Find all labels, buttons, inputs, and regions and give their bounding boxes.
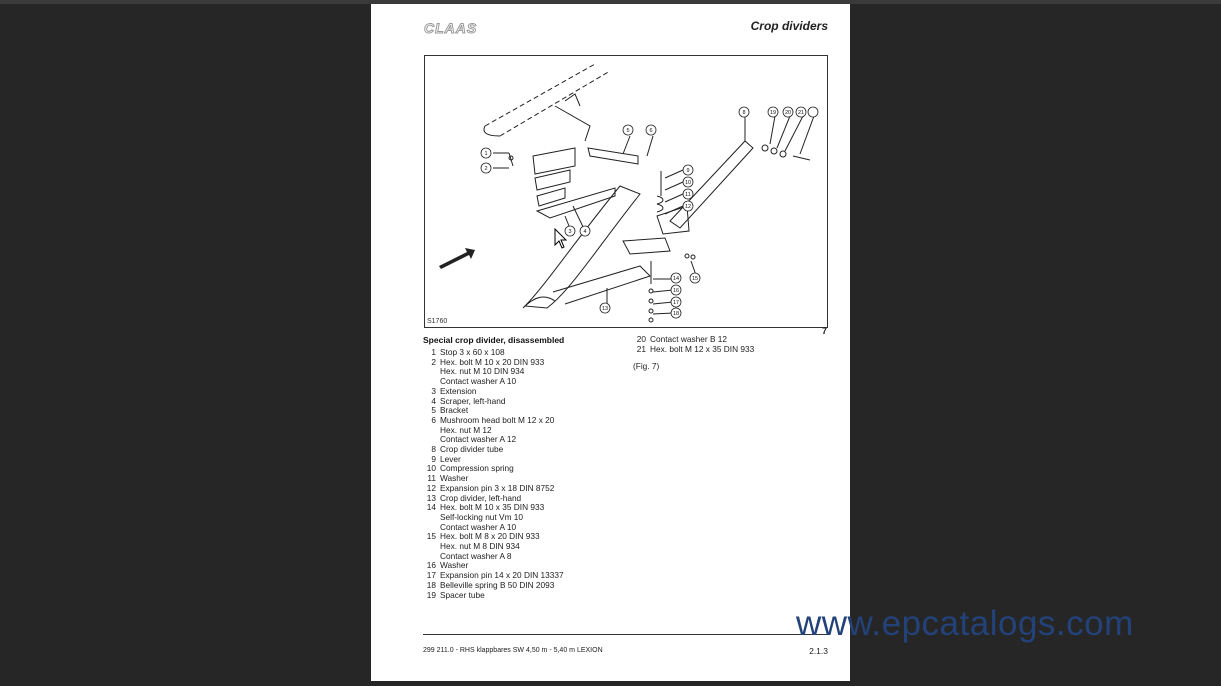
callout-label: 12 xyxy=(684,204,692,210)
part-description: Extension xyxy=(440,385,477,396)
part-description: Crop divider tube xyxy=(440,444,504,455)
part-number: 10 xyxy=(426,463,436,474)
callout-label: 16 xyxy=(672,288,680,294)
callout-label: 3 xyxy=(568,229,572,235)
callout-label: 17 xyxy=(672,300,680,306)
figure-code: S1760 xyxy=(427,318,448,325)
part-description: Contact washer A 8 xyxy=(440,550,512,561)
brand-logo: CLAAS xyxy=(424,20,478,36)
footer-divider xyxy=(423,634,828,635)
callout-label: 2 xyxy=(484,166,488,172)
part-number: 18 xyxy=(426,579,436,590)
part-description: Scraper, left-hand xyxy=(440,395,506,406)
callout-label: 20 xyxy=(784,110,792,116)
part-description: Hex. nut M 12 xyxy=(440,424,492,435)
figure-number: 7 xyxy=(821,326,827,336)
callout-label: 11 xyxy=(685,192,691,198)
part-number: 21 xyxy=(636,343,646,354)
part-description: Hex. nut M 8 DIN 934 xyxy=(440,541,520,552)
part-description: Hex. bolt M 12 x 35 DIN 933 xyxy=(650,343,755,354)
part-number: 2 xyxy=(431,356,436,367)
part-description: Contact washer A 10 xyxy=(440,376,517,387)
part-number: 8 xyxy=(431,444,436,455)
section-title: Crop dividers xyxy=(750,19,828,33)
part-number xyxy=(423,426,436,436)
callout-label: 6 xyxy=(649,128,653,134)
part-number xyxy=(423,513,436,523)
part-description: Crop divider, left-hand xyxy=(440,492,522,503)
callout-label: 1 xyxy=(484,151,488,157)
part-number: 16 xyxy=(426,560,436,571)
mouse-cursor-icon xyxy=(554,228,568,250)
part-description: Lever xyxy=(440,453,461,464)
part-number: 9 xyxy=(431,453,436,464)
callout-label: 4 xyxy=(583,229,587,235)
callout-label: 21 xyxy=(797,110,805,116)
part-description: Spacer tube xyxy=(440,589,485,600)
callout-label: 5 xyxy=(626,128,630,134)
part-number: 19 xyxy=(426,589,436,600)
watermark: www.epcatalogs.com xyxy=(796,604,1134,643)
part-description: Stop 3 x 60 x 108 xyxy=(440,347,505,357)
part-number: 11 xyxy=(427,473,436,484)
parts-list-col2 xyxy=(633,335,833,354)
part-description: Bracket xyxy=(440,405,469,416)
part-number: 6 xyxy=(431,414,436,425)
part-number: 15 xyxy=(426,531,436,542)
part-description: Compression spring xyxy=(440,463,514,474)
part-number: 14 xyxy=(426,502,436,513)
part-description: Washer xyxy=(440,473,469,484)
diagram-drawing xyxy=(425,56,827,327)
part-description: Mushroom head bolt M 12 x 20 xyxy=(440,414,555,425)
part-description: Belleville spring B 50 DIN 2093 xyxy=(440,579,555,590)
figure-caption: Special crop divider, disassembled xyxy=(423,335,565,345)
part-number: 3 xyxy=(431,385,436,396)
part-description: Hex. bolt M 10 x 20 DIN 933 xyxy=(440,356,545,367)
part-description: Self-locking nut Vm 10 xyxy=(440,511,524,522)
callout-label: 8 xyxy=(742,110,746,116)
part-description: Contact washer A 12 xyxy=(440,434,517,445)
callout-label: 19 xyxy=(769,110,777,116)
part-description: Washer xyxy=(440,560,469,571)
callout-label: 18 xyxy=(672,311,680,317)
callout-label: 13 xyxy=(601,306,609,312)
part-number: 13 xyxy=(426,492,436,503)
footer-page-number: 2.1.3 xyxy=(809,646,828,656)
callout-label: 15 xyxy=(691,276,699,282)
part-description: Hex. bolt M 10 x 35 DIN 933 xyxy=(440,502,545,513)
parts-list-col1 xyxy=(423,348,633,600)
callout-label: 10 xyxy=(684,180,692,186)
part-number: 5 xyxy=(431,405,436,416)
exploded-diagram xyxy=(424,55,828,328)
part-row xyxy=(423,591,633,601)
part-description: Expansion pin 3 x 18 DIN 8752 xyxy=(440,482,555,493)
part-description: Expansion pin 14 x 20 DIN 13337 xyxy=(440,570,564,581)
part-number: 12 xyxy=(426,482,436,493)
part-number: 1 xyxy=(431,347,436,357)
footer-doc-info: 299 211.0 - RHS klappbares SW 4,50 m - 5,40 m LEXION xyxy=(423,647,603,654)
part-description: Contact washer A 10 xyxy=(440,521,517,532)
callout-label: 9 xyxy=(686,168,690,174)
part-number: 4 xyxy=(431,395,436,406)
part-number: 20 xyxy=(636,334,646,344)
part-description: Hex. bolt M 8 x 20 DIN 933 xyxy=(440,531,540,542)
part-description: Contact washer B 12 xyxy=(650,334,728,344)
document-page xyxy=(371,4,850,681)
part-description: Hex. nut M 10 DIN 934 xyxy=(440,366,525,377)
part-number xyxy=(423,542,436,552)
part-row xyxy=(633,345,833,355)
part-number xyxy=(423,367,436,377)
callout-label: 14 xyxy=(672,276,680,282)
figure-reference: (Fig. 7) xyxy=(633,361,660,371)
part-number: 17 xyxy=(426,570,436,581)
